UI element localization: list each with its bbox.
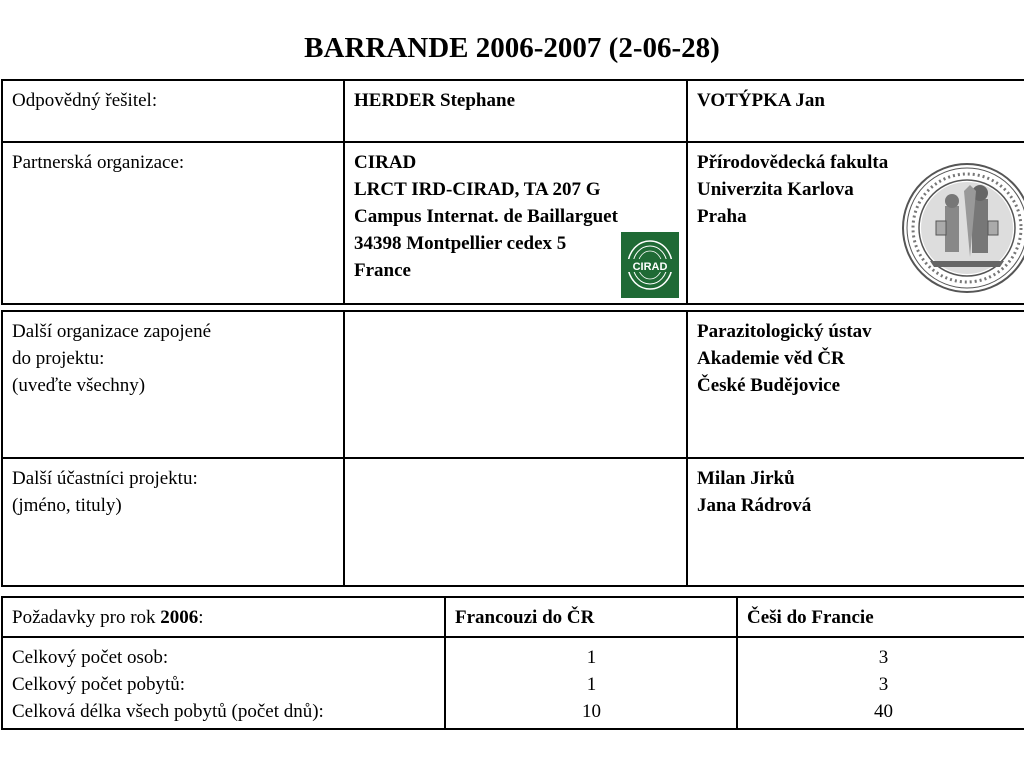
cirad-logo-text: CIRAD bbox=[632, 261, 668, 273]
req-label-line: Celkový počet pobytů: bbox=[12, 674, 186, 695]
cz-dalsi-org-line: České Budějovice bbox=[697, 375, 841, 396]
cz-ucastnici-line: Jana Rádrová bbox=[697, 495, 812, 516]
label-dalsi-org bbox=[2, 311, 344, 458]
fr-resitel: HERDER Stephane bbox=[344, 80, 687, 142]
req-fr-values bbox=[445, 637, 737, 729]
fr-dalsi-org bbox=[344, 311, 687, 458]
req-header-label bbox=[2, 597, 445, 637]
req-header-suffix: : bbox=[198, 607, 204, 628]
req-col-fr: Francouzi do ČR bbox=[445, 597, 737, 637]
table-row-ucastnici bbox=[2, 458, 1024, 586]
fr-partner-line: CIRAD bbox=[354, 152, 417, 173]
fr-partner-line: LRCT IRD-CIRAD, TA 207 G bbox=[354, 179, 601, 200]
req-year: 2006 bbox=[160, 607, 199, 628]
cz-partner-line: Univerzita Karlova bbox=[697, 179, 854, 200]
fr-partner bbox=[344, 142, 687, 304]
label-line: Další účastníci projektu: bbox=[12, 468, 198, 489]
label-line: do projektu: bbox=[12, 348, 105, 369]
fr-partner-line: Campus Internat. de Baillarguet bbox=[354, 206, 618, 227]
label-ucastnici bbox=[2, 458, 344, 586]
label-partner: Partnerská organizace: bbox=[2, 142, 344, 304]
fr-partner-line: 34398 Montpellier cedex 5 bbox=[354, 233, 567, 254]
fr-partner-line: France bbox=[354, 260, 411, 281]
req-labels bbox=[2, 637, 445, 729]
cz-resitel: VOTÝPKA Jan bbox=[687, 80, 1024, 142]
req-fr-value: 1 bbox=[586, 674, 597, 695]
cz-dalsi-org bbox=[687, 311, 1024, 458]
req-fr-value: 1 bbox=[586, 647, 597, 668]
cz-partner-line: Praha bbox=[697, 206, 747, 227]
req-col-cz: Češi do Francie bbox=[737, 597, 1024, 637]
req-cz-values bbox=[737, 637, 1024, 729]
cz-ucastnici-line: Milan Jirků bbox=[697, 468, 795, 489]
other-participants-table bbox=[1, 310, 1024, 587]
fr-ucastnici bbox=[344, 458, 687, 586]
cz-dalsi-org-line: Parazitologický ústav bbox=[697, 321, 872, 342]
cz-dalsi-org-line: Akademie věd ČR bbox=[697, 348, 845, 369]
label-line: (uveďte všechny) bbox=[12, 375, 146, 396]
req-header-prefix: Požadavky pro rok bbox=[12, 607, 161, 628]
cz-partner bbox=[687, 142, 1024, 304]
table-row-resitel bbox=[2, 80, 1024, 142]
req-label-line: Celkový počet osob: bbox=[12, 647, 169, 668]
cirad-logo bbox=[621, 232, 679, 298]
req-label-line: Celková délka všech pobytů (počet dnů): bbox=[12, 701, 324, 722]
charles-university-seal-icon bbox=[900, 161, 1024, 295]
page-title: BARRANDE 2006-2007 (2-06-28) bbox=[304, 32, 720, 64]
label-resitel: Odpovědný řešitel: bbox=[2, 80, 344, 142]
req-cz-value: 3 bbox=[878, 674, 889, 695]
table-row-partner bbox=[2, 142, 1024, 304]
table-row-dalsi-org bbox=[2, 311, 1024, 458]
cz-partner-line: Přírodovědecká fakulta bbox=[697, 152, 889, 173]
cz-ucastnici bbox=[687, 458, 1024, 586]
table-row-req-values bbox=[2, 637, 1024, 729]
req-cz-value: 40 bbox=[874, 701, 893, 722]
requirements-table bbox=[1, 596, 1024, 730]
table-row-req-header bbox=[2, 597, 1024, 637]
req-cz-value: 3 bbox=[878, 647, 889, 668]
req-fr-value: 10 bbox=[582, 701, 601, 722]
label-line: (jméno, tituly) bbox=[12, 495, 122, 516]
label-line: Další organizace zapojené bbox=[12, 321, 212, 342]
researchers-table bbox=[1, 79, 1024, 305]
